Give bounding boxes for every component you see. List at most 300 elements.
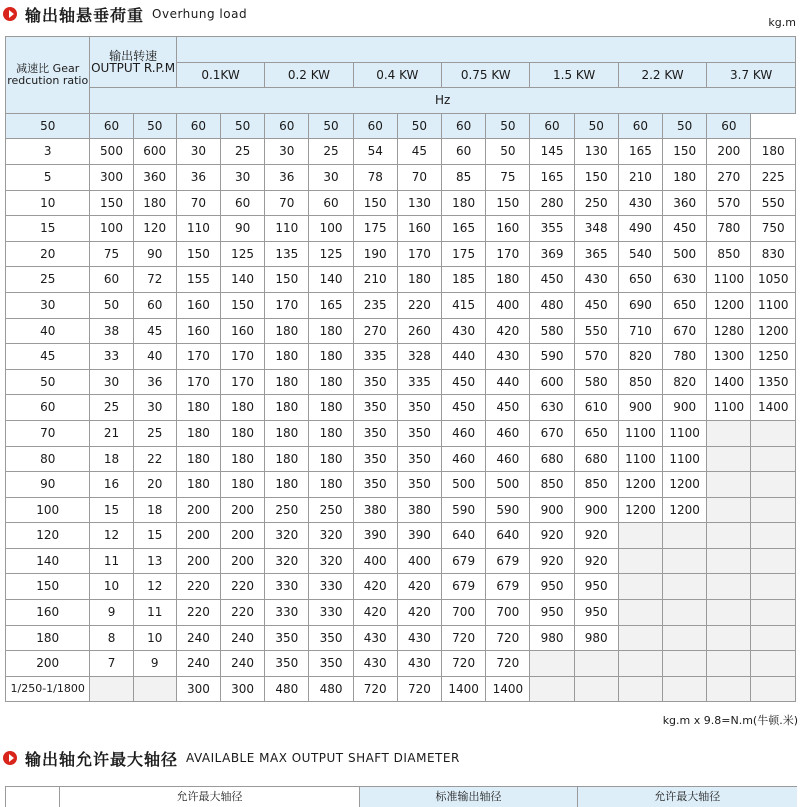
value-cell: 140 (309, 267, 353, 293)
rpm-header: 输出转速 OUTPUT R.P.M (90, 37, 176, 88)
value-cell: 850 (574, 472, 618, 498)
ratio-cell: 15 (6, 216, 90, 242)
table-row (6, 676, 796, 702)
value-cell: 980 (574, 625, 618, 651)
value-cell: 590 (530, 344, 574, 370)
value-cell: 320 (309, 548, 353, 574)
value-cell: 180 (265, 446, 309, 472)
header-row-1 (6, 37, 796, 63)
value-cell: 490 (618, 216, 662, 242)
value-cell: 350 (353, 446, 397, 472)
value-cell: 150 (663, 139, 707, 165)
value-cell: 550 (574, 318, 618, 344)
value-cell: 500 (90, 139, 133, 165)
value-cell: 54 (353, 139, 397, 165)
value-cell: 21 (90, 420, 133, 446)
value-cell: 75 (486, 164, 530, 190)
value-cell (574, 676, 618, 702)
value-cell: 330 (309, 574, 353, 600)
value-cell: 430 (618, 190, 662, 216)
value-cell: 650 (618, 267, 662, 293)
value-cell: 210 (353, 267, 397, 293)
value-cell (618, 523, 662, 549)
value-cell: 580 (530, 318, 574, 344)
value-cell: 270 (353, 318, 397, 344)
value-cell: 350 (309, 625, 353, 651)
table-row (6, 164, 796, 190)
value-cell: 38 (90, 318, 133, 344)
value-cell (618, 676, 662, 702)
value-cell: 170 (221, 344, 265, 370)
value-cell: 36 (176, 164, 220, 190)
value-cell (751, 523, 796, 549)
value-cell: 200 (176, 548, 220, 574)
value-cell: 440 (442, 344, 486, 370)
value-cell: 590 (442, 497, 486, 523)
value-cell: 150 (353, 190, 397, 216)
value-cell: 430 (574, 267, 618, 293)
value-cell (618, 625, 662, 651)
value-cell: 920 (530, 523, 574, 549)
power-header: 2.2 KW (618, 62, 706, 88)
value-cell: 1300 (707, 344, 751, 370)
hz-value-header: 60 (707, 113, 751, 139)
value-cell: 160 (221, 318, 265, 344)
value-cell: 610 (574, 395, 618, 421)
hz-header: Hz (90, 88, 796, 114)
value-cell: 36 (265, 164, 309, 190)
value-cell: 180 (265, 420, 309, 446)
table-row (6, 292, 796, 318)
value-cell: 180 (663, 164, 707, 190)
ratio-cell: 1/250-1/1800 (6, 676, 90, 702)
value-cell: 180 (265, 472, 309, 498)
value-cell: 200 (176, 497, 220, 523)
value-cell: 160 (486, 216, 530, 242)
table-row (6, 497, 796, 523)
value-cell: 350 (353, 369, 397, 395)
ratio-cell: 100 (6, 497, 90, 523)
value-cell: 820 (618, 344, 662, 370)
value-cell: 25 (221, 139, 265, 165)
value-cell: 680 (530, 446, 574, 472)
value-cell: 260 (397, 318, 441, 344)
value-cell: 600 (530, 369, 574, 395)
value-cell: 460 (442, 446, 486, 472)
value-cell: 9 (133, 651, 176, 677)
value-cell: 180 (265, 369, 309, 395)
value-cell: 460 (486, 446, 530, 472)
value-cell: 500 (486, 472, 530, 498)
table-row (6, 318, 796, 344)
value-cell: 335 (353, 344, 397, 370)
ratio-cell: 60 (6, 395, 90, 421)
value-cell: 350 (397, 446, 441, 472)
value-cell: 220 (221, 574, 265, 600)
value-cell: 450 (530, 267, 574, 293)
ratio-cell: 90 (6, 472, 90, 498)
section-title-cn: 输出轴允许最大轴径 (25, 747, 178, 770)
value-cell: 430 (442, 318, 486, 344)
value-cell: 1200 (618, 472, 662, 498)
ratio-cell: 150 (6, 574, 90, 600)
header-spacer (176, 37, 795, 63)
value-cell: 1200 (707, 292, 751, 318)
value-cell: 350 (309, 651, 353, 677)
value-cell: 920 (574, 548, 618, 574)
value-cell: 125 (221, 241, 265, 267)
value-cell: 50 (90, 292, 133, 318)
section-title-cn: 输出轴悬垂荷重 (25, 3, 144, 26)
value-cell: 415 (442, 292, 486, 318)
value-cell: 570 (574, 344, 618, 370)
value-cell: 10 (133, 625, 176, 651)
hz-value-header: 60 (353, 113, 397, 139)
value-cell: 12 (133, 574, 176, 600)
value-cell: 170 (397, 241, 441, 267)
ratio-cell: 140 (6, 548, 90, 574)
value-cell: 180 (751, 139, 796, 165)
ratio-cell: 40 (6, 318, 90, 344)
ratio-cell: 25 (6, 267, 90, 293)
value-cell (618, 574, 662, 600)
value-cell: 640 (442, 523, 486, 549)
value-cell (663, 574, 707, 600)
value-cell: 30 (90, 369, 133, 395)
value-cell: 348 (574, 216, 618, 242)
value-cell (751, 574, 796, 600)
value-cell: 8 (90, 625, 133, 651)
ratio-cell: 80 (6, 446, 90, 472)
value-cell: 500 (663, 241, 707, 267)
value-cell: 720 (397, 676, 441, 702)
value-cell: 780 (707, 216, 751, 242)
value-cell: 540 (618, 241, 662, 267)
hz-values-row (6, 113, 796, 139)
value-cell: 165 (530, 164, 574, 190)
value-cell: 400 (353, 548, 397, 574)
hz-value-header: 50 (309, 113, 353, 139)
value-cell: 30 (265, 139, 309, 165)
table-row (6, 190, 796, 216)
ratio-cell: 120 (6, 523, 90, 549)
value-cell: 160 (397, 216, 441, 242)
shaft-diameter-table (5, 786, 797, 807)
value-cell: 150 (486, 190, 530, 216)
value-cell: 140 (221, 267, 265, 293)
power-header: 0.1KW (176, 62, 264, 88)
value-cell: 33 (90, 344, 133, 370)
value-cell (751, 472, 796, 498)
value-cell: 350 (397, 420, 441, 446)
value-cell: 1050 (751, 267, 796, 293)
unit-label: kg.m (768, 16, 796, 29)
table-row (6, 625, 796, 651)
value-cell: 950 (574, 574, 618, 600)
value-cell (663, 676, 707, 702)
value-cell: 850 (618, 369, 662, 395)
value-cell: 390 (353, 523, 397, 549)
value-cell: 950 (530, 574, 574, 600)
value-cell: 150 (176, 241, 220, 267)
value-cell: 1250 (751, 344, 796, 370)
value-cell: 1100 (751, 292, 796, 318)
value-cell: 240 (221, 625, 265, 651)
hz-value-header: 60 (176, 113, 220, 139)
value-cell: 36 (133, 369, 176, 395)
hz-value-header: 50 (6, 113, 90, 139)
table-row (6, 574, 796, 600)
value-cell: 720 (486, 651, 530, 677)
sub-col2-header: 标准输出轴径 (360, 787, 578, 807)
value-cell: 330 (309, 600, 353, 626)
value-cell: 850 (530, 472, 574, 498)
value-cell: 320 (265, 523, 309, 549)
value-cell: 1200 (663, 472, 707, 498)
ratio-cell: 180 (6, 625, 90, 651)
value-cell: 460 (486, 420, 530, 446)
value-cell: 390 (397, 523, 441, 549)
value-cell: 720 (442, 651, 486, 677)
value-cell: 480 (530, 292, 574, 318)
value-cell: 330 (265, 600, 309, 626)
section-title-en: AVAILABLE MAX OUTPUT SHAFT DIAMETER (186, 751, 460, 765)
value-cell: 350 (397, 395, 441, 421)
value-cell: 350 (265, 651, 309, 677)
value-cell (751, 676, 796, 702)
value-cell (751, 600, 796, 626)
value-cell: 900 (574, 497, 618, 523)
value-cell: 50 (486, 139, 530, 165)
value-cell: 350 (265, 625, 309, 651)
value-cell (707, 574, 751, 600)
value-cell (751, 446, 796, 472)
value-cell: 240 (221, 651, 265, 677)
value-cell: 190 (353, 241, 397, 267)
hz-value-header: 60 (265, 113, 309, 139)
hz-value-header: 60 (530, 113, 574, 139)
value-cell: 60 (221, 190, 265, 216)
value-cell: 420 (486, 318, 530, 344)
value-cell: 1280 (707, 318, 751, 344)
value-cell: 430 (397, 651, 441, 677)
value-cell: 1100 (707, 395, 751, 421)
value-cell: 1100 (618, 446, 662, 472)
value-cell (530, 676, 574, 702)
value-cell: 320 (265, 548, 309, 574)
value-cell: 450 (486, 395, 530, 421)
value-cell: 200 (707, 139, 751, 165)
value-cell: 1400 (486, 676, 530, 702)
value-cell: 90 (221, 216, 265, 242)
value-cell: 480 (265, 676, 309, 702)
value-cell: 400 (486, 292, 530, 318)
value-cell: 820 (663, 369, 707, 395)
value-cell: 780 (663, 344, 707, 370)
value-cell (707, 600, 751, 626)
value-cell: 15 (133, 523, 176, 549)
value-cell: 450 (442, 369, 486, 395)
value-cell: 180 (309, 344, 353, 370)
value-cell: 180 (309, 446, 353, 472)
value-cell: 440 (486, 369, 530, 395)
value-cell: 280 (530, 190, 574, 216)
value-cell: 170 (176, 344, 220, 370)
power-header: 0.2 KW (265, 62, 353, 88)
value-cell: 18 (90, 446, 133, 472)
value-cell: 200 (221, 523, 265, 549)
power-header: 0.75 KW (442, 62, 530, 88)
value-cell: 420 (397, 574, 441, 600)
value-cell (751, 625, 796, 651)
value-cell (707, 548, 751, 574)
value-cell: 900 (663, 395, 707, 421)
value-cell (663, 523, 707, 549)
value-cell: 175 (442, 241, 486, 267)
value-cell: 365 (574, 241, 618, 267)
value-cell: 220 (397, 292, 441, 318)
value-cell: 850 (707, 241, 751, 267)
value-cell: 250 (574, 190, 618, 216)
value-cell (618, 600, 662, 626)
value-cell: 180 (309, 420, 353, 446)
value-cell: 360 (663, 190, 707, 216)
value-cell: 640 (486, 523, 530, 549)
value-cell: 165 (442, 216, 486, 242)
value-cell: 1100 (663, 446, 707, 472)
value-cell: 30 (221, 164, 265, 190)
value-cell: 430 (353, 625, 397, 651)
value-cell: 180 (486, 267, 530, 293)
value-cell: 150 (574, 164, 618, 190)
value-cell (707, 625, 751, 651)
ratio-cell: 30 (6, 292, 90, 318)
value-cell (574, 651, 618, 677)
value-cell: 170 (221, 369, 265, 395)
value-cell (663, 600, 707, 626)
value-cell (751, 651, 796, 677)
value-cell: 100 (309, 216, 353, 242)
table-row (6, 369, 796, 395)
ratio-cell: 70 (6, 420, 90, 446)
value-cell (707, 420, 751, 446)
value-cell: 165 (618, 139, 662, 165)
table-row (6, 548, 796, 574)
value-cell: 1400 (707, 369, 751, 395)
value-cell: 380 (353, 497, 397, 523)
value-cell: 650 (574, 420, 618, 446)
value-cell: 180 (309, 395, 353, 421)
value-cell: 1200 (751, 318, 796, 344)
value-cell: 78 (353, 164, 397, 190)
value-cell: 600 (133, 139, 176, 165)
value-cell: 450 (574, 292, 618, 318)
value-cell: 450 (663, 216, 707, 242)
power-header: 0.4 KW (353, 62, 441, 88)
value-cell (663, 625, 707, 651)
table-row (6, 216, 796, 242)
value-cell: 240 (176, 625, 220, 651)
value-cell: 300 (90, 164, 133, 190)
value-cell: 70 (265, 190, 309, 216)
value-cell: 180 (221, 472, 265, 498)
value-cell (530, 651, 574, 677)
value-cell: 200 (221, 548, 265, 574)
value-cell: 70 (397, 164, 441, 190)
value-cell: 11 (90, 548, 133, 574)
value-cell: 1200 (618, 497, 662, 523)
value-cell: 120 (133, 216, 176, 242)
value-cell: 18 (133, 497, 176, 523)
value-cell: 150 (265, 267, 309, 293)
value-cell: 210 (618, 164, 662, 190)
value-cell: 1100 (707, 267, 751, 293)
value-cell: 670 (530, 420, 574, 446)
power-header: 1.5 KW (530, 62, 618, 88)
value-cell: 100 (90, 216, 133, 242)
value-cell: 328 (397, 344, 441, 370)
value-cell: 720 (353, 676, 397, 702)
value-cell: 75 (90, 241, 133, 267)
ratio-cell: 45 (6, 344, 90, 370)
table-row (6, 139, 796, 165)
value-cell (707, 472, 751, 498)
value-cell: 165 (309, 292, 353, 318)
value-cell: 30 (176, 139, 220, 165)
value-cell: 7 (90, 651, 133, 677)
value-cell: 180 (397, 267, 441, 293)
value-cell: 180 (221, 420, 265, 446)
value-cell: 145 (530, 139, 574, 165)
value-cell: 700 (486, 600, 530, 626)
hz-value-header: 60 (442, 113, 486, 139)
value-cell: 185 (442, 267, 486, 293)
value-cell: 720 (442, 625, 486, 651)
value-cell: 355 (530, 216, 574, 242)
value-cell (751, 548, 796, 574)
value-cell: 369 (530, 241, 574, 267)
red-arrow-bullet-icon (3, 7, 17, 21)
value-cell: 180 (221, 395, 265, 421)
value-cell: 60 (133, 292, 176, 318)
value-cell: 25 (90, 395, 133, 421)
red-arrow-bullet-icon (3, 751, 17, 765)
table-row (6, 395, 796, 421)
table-row (6, 600, 796, 626)
value-cell: 180 (176, 395, 220, 421)
value-cell: 220 (176, 600, 220, 626)
value-cell: 250 (309, 497, 353, 523)
section-title-en: Overhung load (152, 7, 247, 21)
overhung-load-table (5, 36, 796, 702)
section-header-shaft-diameter (0, 746, 460, 770)
value-cell: 180 (265, 344, 309, 370)
ratio-cell: 10 (6, 190, 90, 216)
sub-corner-cell (6, 787, 60, 807)
table-row (6, 651, 796, 677)
value-cell: 155 (176, 267, 220, 293)
value-cell: 235 (353, 292, 397, 318)
value-cell: 580 (574, 369, 618, 395)
value-cell (751, 497, 796, 523)
value-cell: 420 (353, 600, 397, 626)
ratio-cell: 160 (6, 600, 90, 626)
value-cell: 1100 (618, 420, 662, 446)
hz-value-header: 50 (663, 113, 707, 139)
value-cell: 950 (530, 600, 574, 626)
hz-value-header: 50 (574, 113, 618, 139)
value-cell: 85 (442, 164, 486, 190)
